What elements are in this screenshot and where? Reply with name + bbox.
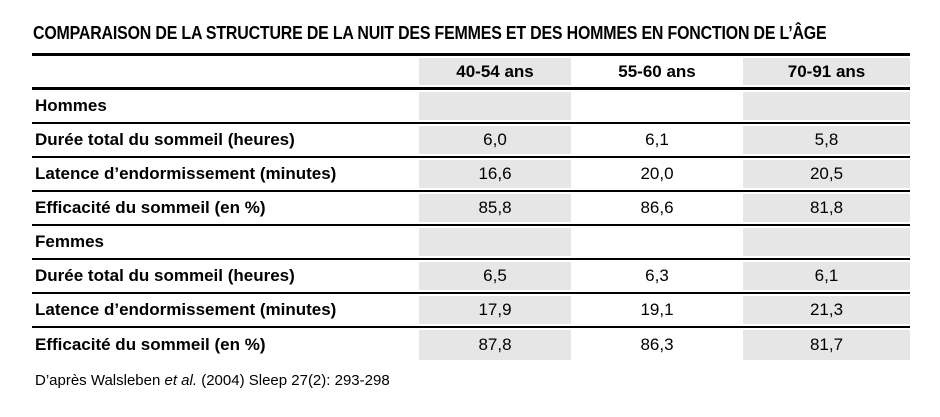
row-label: Durée total du sommeil (heures) — [35, 266, 295, 285]
value-cell: 20,5 — [743, 158, 910, 190]
value-cell: 16,6 — [419, 158, 571, 190]
row-label: Latence d’endormissement (minutes) — [35, 164, 337, 183]
value-cell: 81,8 — [743, 192, 910, 224]
sleep-table — [32, 53, 910, 362]
figure-title: COMPARAISON DE LA STRUCTURE DE LA NUIT DES FEMMES ET DES HOMMES EN FONCTION DE L’ÂGE — [33, 23, 827, 43]
value-cell: 20,0 — [640, 164, 674, 183]
empty-cell — [419, 226, 571, 258]
section-label: Hommes — [35, 96, 107, 115]
empty-cell — [419, 90, 571, 122]
section-row-hommes — [32, 90, 910, 124]
source-prefix: D’après Walsleben — [35, 372, 165, 389]
row-label: Efficacité du sommeil (en %) — [35, 198, 266, 217]
value-cell: 81,7 — [743, 328, 910, 362]
value-cell: 5,8 — [743, 124, 910, 156]
table-row-hommes-duree — [32, 124, 910, 158]
corner-cell — [32, 56, 419, 87]
empty-cell — [743, 90, 910, 122]
column-header-70-91: 70-91 ans — [743, 56, 910, 87]
table-row-femmes-latence — [32, 294, 910, 328]
source-citation — [35, 372, 390, 389]
empty-cell — [743, 226, 910, 258]
value-cell: 21,3 — [743, 294, 910, 326]
value-cell: 6,1 — [743, 260, 910, 292]
column-header-40-54: 40-54 ans — [419, 56, 571, 87]
row-label: Latence d’endormissement (minutes) — [35, 300, 337, 319]
row-label: Durée total du sommeil (heures) — [35, 130, 295, 149]
value-cell: 17,9 — [419, 294, 571, 326]
value-cell: 86,3 — [640, 335, 674, 354]
source-suffix: (2004) Sleep 27(2): 293-298 — [197, 372, 390, 389]
empty-cell — [571, 90, 743, 122]
value-cell: 6,5 — [419, 260, 571, 292]
value-cell: 6,0 — [419, 124, 571, 156]
source-etal: et al. — [164, 372, 198, 389]
table-header-row — [32, 56, 910, 90]
value-cell: 85,8 — [419, 192, 571, 224]
section-row-femmes — [32, 226, 910, 260]
value-cell: 19,1 — [640, 300, 674, 319]
value-cell: 86,6 — [640, 198, 674, 217]
column-header-55-60: 55-60 ans — [618, 61, 696, 81]
empty-cell — [571, 226, 743, 258]
table-row-femmes-efficacite — [32, 328, 910, 362]
section-label: Femmes — [35, 232, 104, 251]
value-cell: 6,3 — [645, 266, 669, 285]
table-row-hommes-latence — [32, 158, 910, 192]
table-row-hommes-efficacite — [32, 192, 910, 226]
row-label: Efficacité du sommeil (en %) — [35, 335, 266, 354]
value-cell: 6,1 — [645, 130, 669, 149]
value-cell: 87,8 — [419, 328, 571, 362]
table-row-femmes-duree — [32, 260, 910, 294]
